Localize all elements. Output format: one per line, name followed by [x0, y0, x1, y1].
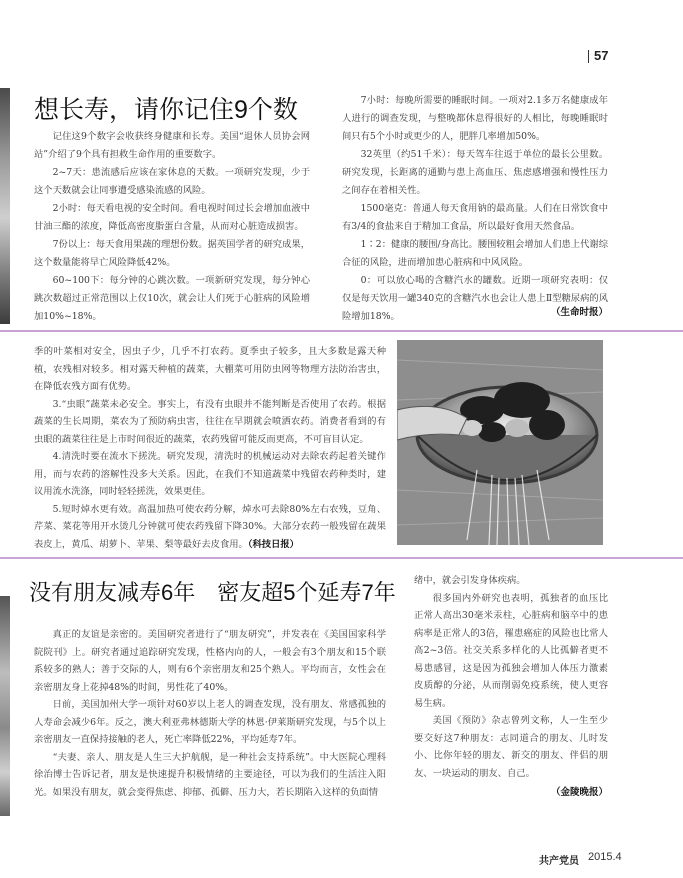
article-source: （金陵晚报）: [550, 787, 608, 798]
magazine-name: 共产党员: [539, 856, 579, 867]
decorative-photo-strip: [0, 88, 10, 324]
article-source: （生命时报）: [550, 307, 608, 318]
paragraph: 4.清洗时要在流水下搓洗。研究发现，清洗时的机械运动对去除农药起着关键作用，而与农药的溶解性没多大关系。因此，在我们不知道蔬菜中残留农药种类时，建议用流水洗涤，同时轻轻搓洗，效果更佳。: [34, 451, 386, 497]
paragraph: 绪中，就会引发身体疾病。: [414, 575, 526, 586]
paragraph: “夫妻、亲人、朋友是人生三大护航舰，是一种社会支持系统”。中大医院心理科徐治博士告诉记者，朋友是快速提升积极情绪的主要途径，可以为我们的生活注入阳光。如果没有朋友，就会变得焦虑、抑郁、孤僻、压力大，若长期陷入这样的负面情: [34, 751, 386, 798]
paragraph: 7份以上：每天食用果蔬的理想份数。据英国学者的研究成果，这个数量能将早亡风险降低42%。: [34, 239, 310, 268]
article-body: [34, 343, 386, 553]
article-left-column: [34, 626, 386, 801]
paragraph: 2小时：每天看电视的安全时间。看电视时间过长会增加血液中甘油三酯的浓度，降低高密度脂蛋白含量，从而对心脏造成损害。: [34, 203, 310, 232]
paragraph: 0：可以放心喝的含糖汽水的罐数。近期一项研究表明：仅仅是每天饮用一罐340克的含糖汽水也会让人患上Ⅱ型糖尿病的风险增加18%。: [342, 275, 608, 322]
paragraph: [34, 501, 386, 554]
section-divider: [0, 330, 683, 332]
article-right-column: [414, 572, 608, 782]
article-left-column: [34, 128, 310, 326]
vegetable-washing-photo: [397, 340, 603, 545]
paragraph: 美国《预防》杂志曾列文称，人一生至少要交好这7种朋友：志同道合的朋友、儿时发小、比你年轻的朋友、新交的朋友、伴侣的朋友、一块运动的朋友、自己。: [414, 715, 608, 779]
paragraph-text: 5.短时焯水更有效。高温加热可使农药分解，焯水可去除80%左右农残，豆角、芹菜、菜花等用开水烫几分钟就可使农药残留下降30%。大部分农药一般残留在蔬果表皮上，黄瓜、胡萝卜、苹果、梨等最好去皮食用。: [34, 503, 386, 550]
paragraph: 1∶2：健康的腰围/身高比。腰围较粗会增加人们患上代谢综合征的风险，进而增加患心脏病和中风风险。: [342, 239, 608, 268]
decorative-photo-strip: [0, 596, 10, 816]
paragraph: 季的叶菜相对安全，因虫子少，几乎不打农药。夏季虫子较多，且大多数是露天种植，农残相对较多。相对露天种植的蔬菜，大棚菜可用防虫网等物理方法防治害虫，在降低农残方面有优势。: [34, 346, 386, 392]
paragraph: 60~100下：每分钟的心跳次数。一项新研究发现，每分钟心跳次数超过正常范围以上仅10次，就会让人们死于心脏病的风险增加10%~18%。: [34, 275, 310, 322]
page-number-separator: [588, 50, 589, 63]
paragraph: 记住这9个数字会收获终身健康和长寿。美国“退休人员协会网站”介绍了9个具有担救生命作用的重要数字。: [34, 131, 310, 160]
section-divider: [0, 557, 683, 559]
article-title: 想长寿，请你记住9个数: [34, 96, 298, 124]
vegetable-washing-illustration: [397, 340, 603, 545]
paragraph: 2~7天：患流感后应该在家休息的天数。一项研究发现，少于这个天数就会让同事遭受感染流感的风险。: [34, 167, 310, 196]
paragraph: 日前，美国加州大学一项针对60岁以上老人的调查发现，没有朋友、常感孤独的人寿命会减少6年。反之，澳大利亚弗林德斯大学的林恩·伊莱斯研究发现，与5个以上亲密朋友一直保持接触的老人，死亡率降低22%，平均延寿7年。: [34, 699, 386, 745]
page-number: 57: [594, 48, 609, 63]
article-source: （科技日报）: [247, 538, 299, 549]
paragraph: 真正的友谊是亲密的。美国研究者进行了“朋友研究”，并发表在《美国国家科学院院刊》上。研究者通过追踪研究发现，性格内向的人，一般会有3个朋友和15个联系较多的熟人；善于交际的人，则有6个亲密朋友和25个熟人。平均而言，女性会在亲密朋友身上花掉48%的时间，男性花了40%。: [34, 629, 386, 693]
paragraph: 3.“虫眼”蔬菜未必安全。事实上，有没有虫眼并不能判断是否使用了农药。根据蔬菜的生长周期，菜农为了预防病虫害，往往在早期就会喷洒农药。消费者看到的有虫眼的蔬菜往往是上市时间很近的蔬菜，农药残留可能反而更高，不可盲目认定。: [34, 398, 386, 445]
paragraph: 1500毫克：普通人每天食用钠的最高量。人们在日常饮食中有3/4的食盐来自于精加工食品，所以最好食用天然食品。: [342, 203, 608, 232]
article-title: 没有朋友减寿6年 密友超5个延寿7年: [29, 580, 396, 605]
article-right-column: [342, 92, 608, 326]
paragraph: 很多国内外研究也表明，孤独者的血压比正常人高出30毫米汞柱，心脏病和脑卒中的患病率是正常人的3倍，罹患癌症的风险也比常人高2~3倍。社交关系多样化的人比孤僻者更不易患感冒，这是因为孤独会增加人体压力激素皮质醇的分泌，从而削弱免疫系统，使人更容易生病。: [414, 592, 608, 709]
paragraph: 32英里（约51千米）：每天驾车往返于单位的最长公里数。研究发现，长距离的通勤与患上高血压、焦虑感增强和慢性压力之间存在着相关性。: [342, 149, 608, 196]
issue-date: 2015.4: [588, 851, 622, 863]
paragraph: 7小时：每晚所需要的睡眠时间。一项对2.1多万名健康成年人进行的调查发现，与整晚都休息得很好的人相比，每晚睡眠时间只有5个小时或更少的人，肥胖几率增加50%。: [342, 95, 608, 142]
